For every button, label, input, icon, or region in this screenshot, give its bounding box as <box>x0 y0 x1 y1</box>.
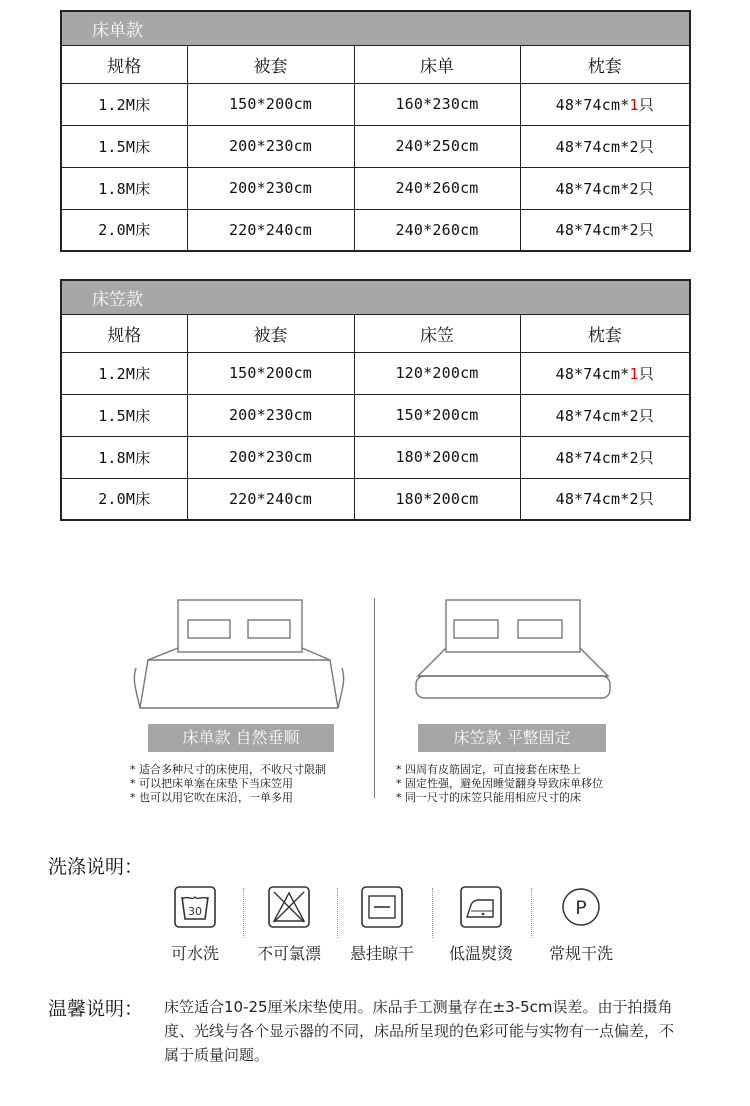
cell-duvet: 200*230cm <box>187 436 354 478</box>
cell-pillow: 48*74cm*2只 <box>520 125 690 167</box>
cell-size: 1.2M床 <box>61 83 187 125</box>
cell-size: 1.8M床 <box>61 436 187 478</box>
cell-pillow: 48*74cm*1只 <box>520 83 690 125</box>
header-pillow: 枕套 <box>520 45 690 83</box>
cell-size: 2.0M床 <box>61 478 187 520</box>
wash-label: 可水洗 <box>170 944 219 963</box>
cell-size: 1.5M床 <box>61 125 187 167</box>
header-sheet: 床单 <box>354 45 520 83</box>
pillow-count: 2 <box>629 137 639 156</box>
cell-duvet: 220*240cm <box>187 478 354 520</box>
pillow-count: 2 <box>629 448 639 467</box>
cell-sheet: 180*200cm <box>354 436 520 478</box>
flat-sheet-banner: 床单款 自然垂顺 <box>148 724 334 752</box>
svg-text:30: 30 <box>188 905 202 918</box>
header-size: 规格 <box>61 314 187 352</box>
flat-sheet-bed-icon <box>128 598 350 720</box>
note-item: * 可以把床单塞在床垫下当床笠用 <box>130 777 293 790</box>
table-title: 床笠款 <box>61 280 690 314</box>
fitted-sheet-size-table <box>60 279 691 521</box>
note-item: * 也可以用它吹在床沿，一单多用 <box>130 791 293 804</box>
cell-size: 1.2M床 <box>61 352 187 394</box>
cell-size: 1.8M床 <box>61 167 187 209</box>
cell-pillow: 48*74cm*2只 <box>520 436 690 478</box>
header-duvet: 被套 <box>187 314 354 352</box>
line-dry-icon <box>360 885 404 929</box>
cell-sheet: 150*200cm <box>354 394 520 436</box>
wash-label: 常规干洗 <box>548 944 613 963</box>
wash-label: 不可氯漂 <box>256 944 321 963</box>
cell-duvet: 200*230cm <box>187 394 354 436</box>
pillow-count: 2 <box>629 490 639 509</box>
pillow-count: 2 <box>629 179 639 198</box>
table-row <box>61 352 690 394</box>
notice-text: 床笠适合10-25厘米床垫使用。床品手工测量存在±3-5cm误差。由于拍摄角度、光线与各个显示器的不同，床品所呈现的色彩可能与实物有一点偏差，不属于质量问题。 <box>164 998 675 1064</box>
cell-size: 2.0M床 <box>61 209 187 251</box>
note-item: * 适合多种尺寸的床使用，不收尺寸限制 <box>130 763 326 776</box>
pillow-count: 1 <box>629 364 639 383</box>
cell-duvet: 220*240cm <box>187 209 354 251</box>
wash-title: 洗涤说明： <box>48 856 144 878</box>
pillow-count: 1 <box>629 95 639 114</box>
fitted-sheet-bed-icon <box>410 598 632 706</box>
wash-label: 低温熨烫 <box>448 944 513 963</box>
table-title: 床单款 <box>61 11 690 45</box>
header-fitted-sheet: 床笠 <box>354 314 520 352</box>
separator <box>531 888 532 938</box>
table-row <box>61 436 690 478</box>
note-item: * 固定性强，避免因睡觉翻身导致床单移位 <box>396 777 603 790</box>
wash-item <box>150 885 240 964</box>
wash-item <box>244 885 334 964</box>
cell-duvet: 150*200cm <box>187 352 354 394</box>
table-row <box>61 83 690 125</box>
iron-low-icon <box>459 885 503 929</box>
fitted-sheet-banner: 床笠款 平整固定 <box>418 724 606 752</box>
no-bleach-icon <box>267 885 311 929</box>
separator <box>432 888 433 938</box>
cell-duvet: 150*200cm <box>187 83 354 125</box>
cell-pillow: 48*74cm*1只 <box>520 352 690 394</box>
cell-pillow: 48*74cm*2只 <box>520 478 690 520</box>
header-duvet: 被套 <box>187 45 354 83</box>
wash-item <box>436 885 526 964</box>
table-row <box>61 478 690 520</box>
pillow-count: 2 <box>629 221 639 240</box>
cell-duvet: 200*230cm <box>187 125 354 167</box>
divider <box>374 598 375 798</box>
cell-pillow: 48*74cm*2只 <box>520 394 690 436</box>
note-item: * 同一尺寸的床笠只能用相应尺寸的床 <box>396 791 581 804</box>
wash-item <box>337 885 427 964</box>
cell-sheet: 160*230cm <box>354 83 520 125</box>
note-item: * 四周有皮筋固定，可直接套在床垫上 <box>396 763 581 776</box>
header-pillow: 枕套 <box>520 314 690 352</box>
wash-label: 悬挂晾干 <box>349 944 414 963</box>
cell-sheet: 180*200cm <box>354 478 520 520</box>
svg-text:P: P <box>575 897 587 919</box>
notice-title: 温馨说明： <box>48 998 144 1020</box>
wash-30-icon <box>173 885 217 929</box>
cell-duvet: 200*230cm <box>187 167 354 209</box>
table-row <box>61 209 690 251</box>
cell-sheet: 240*260cm <box>354 209 520 251</box>
cell-size: 1.5M床 <box>61 394 187 436</box>
fitted-sheet-notes <box>396 763 603 805</box>
cell-sheet: 240*250cm <box>354 125 520 167</box>
table-row <box>61 167 690 209</box>
table-row <box>61 394 690 436</box>
dry-clean-icon <box>559 885 603 929</box>
wash-item <box>536 885 626 964</box>
flat-sheet-notes <box>130 763 326 805</box>
pillow-count: 2 <box>629 406 639 425</box>
table-row <box>61 125 690 167</box>
cell-sheet: 120*200cm <box>354 352 520 394</box>
header-size: 规格 <box>61 45 187 83</box>
cell-pillow: 48*74cm*2只 <box>520 167 690 209</box>
sheet-size-table <box>60 10 691 252</box>
cell-sheet: 240*260cm <box>354 167 520 209</box>
cell-pillow: 48*74cm*2只 <box>520 209 690 251</box>
